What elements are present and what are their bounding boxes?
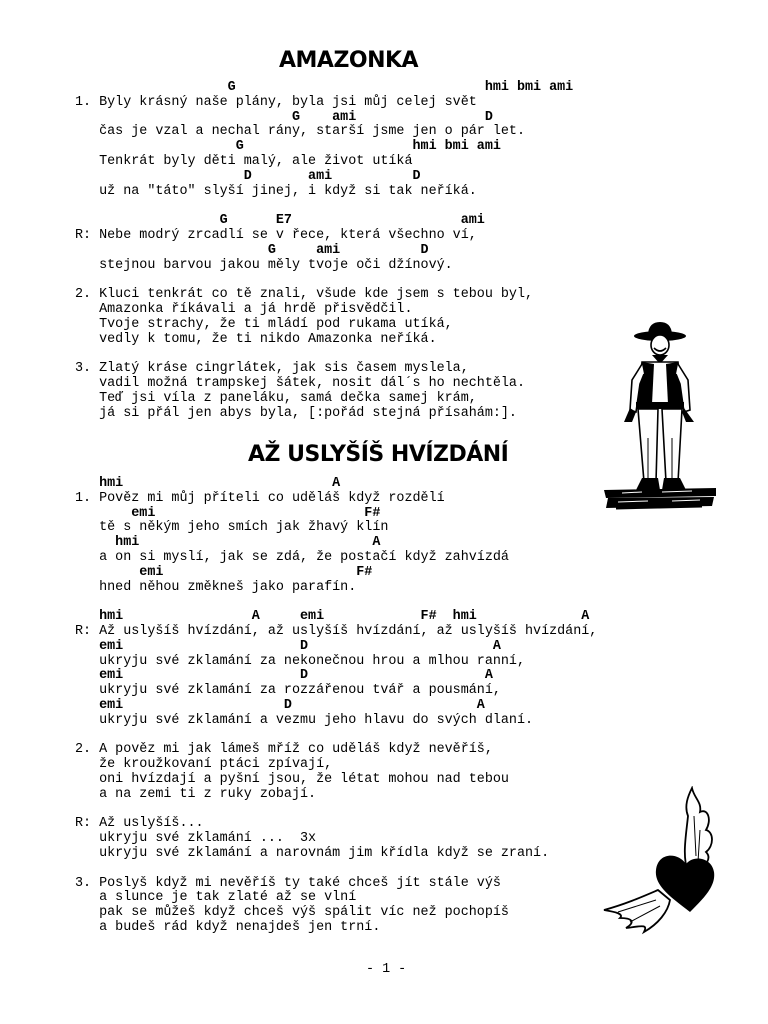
lyric-line: 2. A pověz mi jak lámeš mříž co uděláš když nevěříš,: [75, 742, 493, 758]
chord-line: G E7 ami: [75, 213, 485, 229]
lyric-line: Tenkrát byly děti malý, ale život utíká: [75, 153, 413, 169]
lyric-line: už na "táto" slyší jinej, i když si tak neříká.: [75, 183, 477, 199]
lyric-line: 2. Kluci tenkrát co tě znali, všude kde jsem s tebou byl,: [75, 287, 534, 303]
winged-heart-illustration: [596, 786, 722, 938]
lyric-line: Tvoje strachy, že ti mládí pod rukama utíká,: [75, 316, 453, 332]
lyric-line: já si přál jen abys byla, [:pořád stejná přísahám:].: [75, 405, 517, 421]
lyric-line: že kroužkovaní ptáci zpívají,: [75, 757, 333, 773]
lyric-line: R: Až uslyšíš hvízdání, až uslyšíš hvízdání, až uslyšíš hvízdání,: [75, 623, 598, 639]
lyric-line: oni hvízdají a pyšní jsou, že létat mohou nad tebou: [75, 771, 509, 787]
lyric-line: R: Až uslyšíš...: [75, 816, 204, 832]
lyric-line: 3. Poslyš když mi nevěříš ty také chceš jít stále výš: [75, 875, 501, 891]
stanza-gap: [75, 273, 573, 288]
chord-line: emi D A: [75, 638, 501, 654]
page-number: - 1 -: [366, 962, 407, 977]
chord-line: hmi A: [75, 535, 381, 551]
chord-line: G ami D: [75, 109, 493, 125]
lyric-line: čas je vzal a nechal rány, starší jsme jen o pár let.: [75, 124, 525, 140]
lyric-line: ukryju své zklamání a vezmu jeho hlavu do svých dlaní.: [75, 712, 534, 728]
song-lyrics-amazonka: [75, 81, 573, 421]
lyric-line: 3. Zlatý kráse cingrlátek, jak sis časem myslela,: [75, 361, 469, 377]
chord-line: emi F#: [75, 505, 381, 521]
song-lyrics-az-uslysis-hvizdani: [75, 477, 597, 936]
chord-line: D ami D: [75, 168, 421, 184]
lyric-line: tě s někým jeho smích jak žhavý klín: [75, 520, 389, 536]
lyric-line: a na zemi ti z ruky zobají.: [75, 786, 317, 802]
stanza-gap: [75, 595, 597, 610]
song-title-az-uslysis-hvizdani: AŽ USLYŠÍŠ HVÍZDÁNÍ: [248, 442, 509, 467]
lyric-line: R: Nebe modrý zrcadlí se v řece, která všechno ví,: [75, 227, 477, 243]
stanza-gap: [75, 347, 573, 362]
lyric-line: ukryju své zklamání za rozzářenou tvář a pousmání,: [75, 683, 501, 699]
stanza-gap: [75, 729, 597, 744]
song-title-amazonka: AMAZONKA: [279, 48, 419, 73]
cowboy-illustration: [602, 318, 718, 514]
chord-line: G hmi bmi ami: [75, 139, 501, 155]
lyric-line: Amazonka říkávali a já hrdě přisvědčil.: [75, 301, 413, 317]
lyric-line: hned něhou změkneš jako parafín.: [75, 579, 357, 595]
lyric-line: 1. Byly krásný naše plány, byla jsi můj celej svět: [75, 94, 477, 110]
lyric-line: Teď jsi víla z paneláku, samá dečka samej krám,: [75, 390, 477, 406]
chord-line: emi F#: [75, 564, 373, 580]
chord-line: hmi A: [75, 476, 341, 491]
chord-line: emi D A: [75, 668, 493, 684]
lyric-line: a budeš rád když nenajdeš jen trní.: [75, 919, 381, 935]
lyric-line: vadil možná trampskej šátek, nosit dál´s ho nechtěla.: [75, 375, 525, 391]
lyric-line: pak se můžeš když chceš výš spálit víc než pochopíš: [75, 905, 509, 921]
chord-line: G hmi bmi ami: [75, 80, 574, 95]
chord-line: emi D A: [75, 697, 485, 713]
lyric-line: 1. Pověz mi můj příteli co uděláš když rozdělí: [75, 490, 445, 506]
stanza-gap: [75, 862, 597, 877]
stanza-gap: [75, 803, 597, 818]
lyric-line: a slunce je tak zlaté až se vlní: [75, 890, 357, 906]
lyric-line: a on si myslí, jak se zdá, že postačí když zahvízdá: [75, 549, 509, 565]
lyric-line: ukryju své zklamání a narovnám jim křídla když se zraní.: [75, 845, 550, 861]
lyric-line: vedly k tomu, že ti nikdo Amazonka neříká.: [75, 331, 437, 347]
lyric-line: ukryju své zklamání za nekonečnou hrou a mlhou ranní,: [75, 653, 525, 669]
stanza-gap: [75, 199, 573, 214]
lyric-line: ukryju své zklamání ... 3x: [75, 831, 317, 847]
chord-line: G ami D: [75, 242, 429, 258]
lyric-line: stejnou barvou jakou měly tvoje oči džínový.: [75, 257, 453, 273]
chord-line: hmi A emi F# hmi A: [75, 609, 590, 625]
